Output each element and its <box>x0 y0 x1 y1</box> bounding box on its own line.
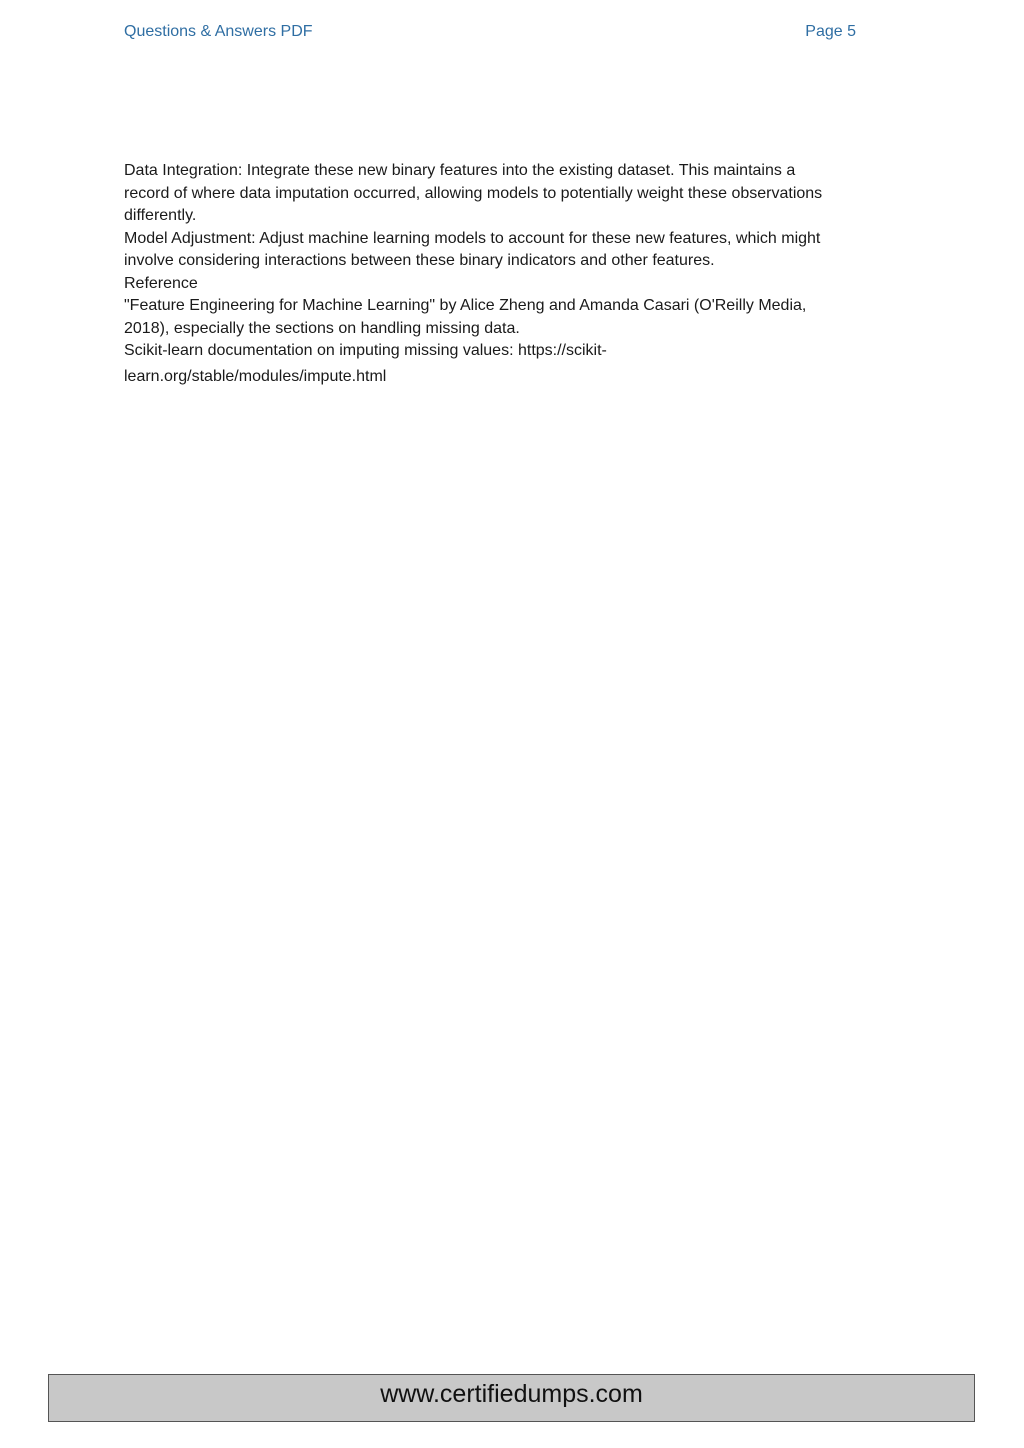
reference-docs: Scikit-learn documentation on imputing missing values: https://scikit- <box>124 342 607 359</box>
body-line-data-integration: Data Integration: Integrate these new binary features into the existing dataset. This maintains a <box>124 162 796 179</box>
reference-heading: Reference <box>124 274 198 292</box>
body-line-differently: differently. <box>124 207 197 224</box>
header-title: Questions & Answers PDF <box>124 23 313 40</box>
page-header <box>124 20 856 44</box>
body-line-model-adjustment: Model Adjustment: Adjust machine learning models to account for these new features, which might <box>124 229 821 247</box>
page-number: Page 5 <box>805 23 856 40</box>
body-line-interactions: involve considering interactions between these binary indicators and other features. <box>124 252 715 269</box>
footer-website: www.certifiedumps.com <box>380 1380 643 1408</box>
document-body <box>124 160 909 388</box>
footer-banner <box>48 1374 975 1422</box>
reference-book: "Feature Engineering for Machine Learning" by Alice Zheng and Amanda Casari (O'Reilly Media, <box>124 297 807 314</box>
body-line-record: record of where data imputation occurred, allowing models to potentially weight these observations <box>124 184 823 202</box>
reference-docs-url: learn.org/stable/modules/impute.html <box>124 367 387 385</box>
reference-book-continued: 2018), especially the sections on handling missing data. <box>124 319 520 337</box>
